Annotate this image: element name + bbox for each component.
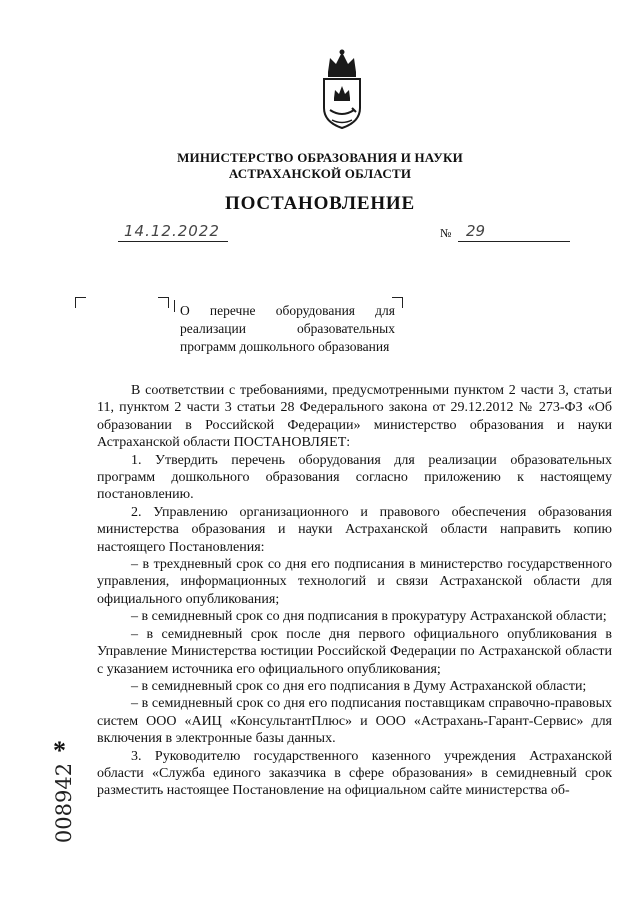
date-field (118, 222, 228, 242)
number-underline (458, 222, 570, 242)
preamble-paragraph: В соответствии с требованиями, предусмотренными пунктом 2 части 3, статьи 11, пунктом 2 части 3 статьи 28 Федерального закона от 29.12.2012 № 273-ФЗ «Об образовании в Российской Федерации» министерство образования и науки Астраханской области ПОСТАНОВЛЯЕТ: (97, 383, 612, 451)
coat-of-arms-emblem (318, 48, 366, 132)
stamp-star-mark: * (53, 736, 66, 765)
paragraph-sub-item: – в трехдневный срок со дня его подписания в министерство государственного управления, информационных технологий и связи Астраханской области для официального опубликования; (97, 557, 612, 607)
registration-stamp (44, 736, 84, 858)
ministry-name (0, 150, 640, 182)
document-title: ПОСТАНОВЛЕНИЕ (225, 193, 415, 214)
ministry-line-2: АСТРАХАНСКОЙ ОБЛАСТИ (228, 166, 412, 181)
paragraph-sub-item: – в семидневный срок со дня его подписания поставщикам справочно-правовых систем ООО «АИЦ «КонсультантПлюс» и ООО «Астрахань-Гарант-Сервис» для включения в электронные базы данных. (97, 696, 612, 747)
paragraph-item-1: 1. Утвердить перечень оборудования для реализации образовательных программ дошкольного образования согласно приложению к настоящему постановлению. (97, 452, 612, 503)
handwritten-number: 29 (466, 222, 486, 240)
corner-mark-left (75, 297, 86, 308)
ministry-line-1: МИНИСТЕРСТВО ОБРАЗОВАНИЯ И НАУКИ (177, 150, 463, 165)
paragraph-sub-item: – в семидневный срок со дня подписания в прокуратуру Астраханской области; (131, 609, 607, 625)
corner-mark-subject-left (158, 297, 169, 308)
number-sign: № (440, 226, 452, 240)
paragraph-sub-item: – в семидневный срок со дня его подписания в Думу Астраханской области; (131, 678, 587, 694)
paragraph-item-2: 2. Управлению организационного и правового обеспечения образования министерства образования и науки Астраханской области направить копию настоящего Постановления: (97, 504, 612, 555)
handwritten-date: 14.12.2022 (124, 222, 220, 240)
paragraph-sub-item: – в семидневный срок после дня первого официального опубликования в Управление Министерства юстиции Российской Федерации по Астраханской области с указанием источника его официального опубликования; (97, 626, 612, 677)
document-body (97, 382, 612, 800)
number-field (440, 222, 570, 242)
paragraph-item-3: 3. Руководителю государственного казенного учреждения Астраханской области «Служба единого заказчика в сфере образования» в семидневный срок разместить настоящее Постановление на официальном сайте министерства об- (97, 748, 612, 799)
stamp-code: 008942 (52, 762, 76, 844)
corner-mark-subject-inner (174, 300, 177, 312)
document-subject: О перечне оборудования для реализации образовательных программ дошкольного образования (180, 303, 395, 354)
